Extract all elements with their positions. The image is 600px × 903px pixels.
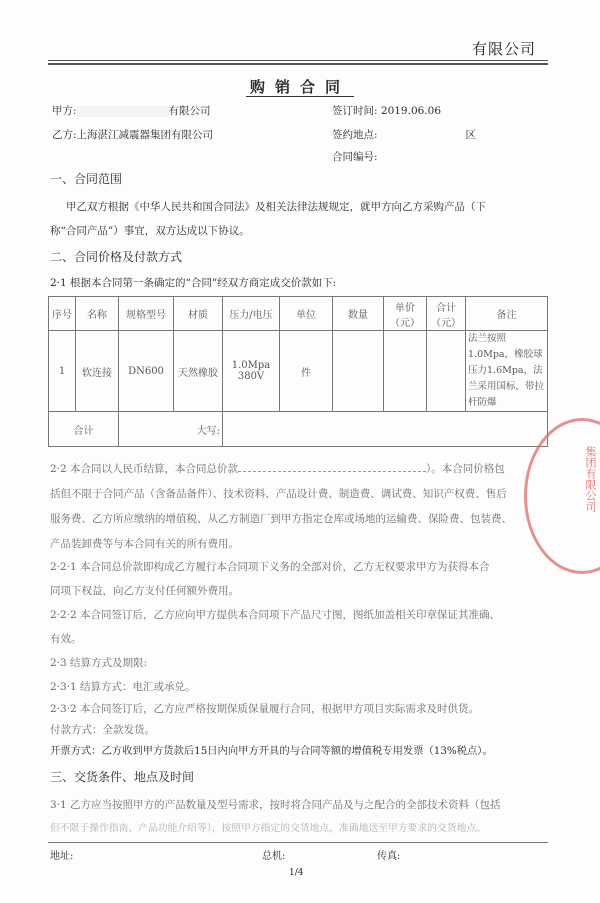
upper-label: 大写:: [119, 412, 223, 447]
cell-qty: [333, 331, 384, 412]
seal-text: 集团有限公司: [584, 446, 597, 512]
page-number: 1/4: [289, 868, 304, 878]
section-1-title: 一、合同范围: [50, 172, 123, 186]
amount-blank: [238, 462, 426, 472]
footer-fax: 传真:: [377, 851, 401, 862]
clause-2-3: 2·3 结算方式及期限:: [50, 657, 148, 669]
clause-3-1-line-1: 3·1 乙方应当按照甲方的产品数量及型号需求，按时将合同产品及与之配合的全部技术资料（包括: [50, 799, 501, 811]
redacted-name: [77, 106, 169, 117]
party-a-label: 甲方:: [52, 105, 77, 117]
clause-2-2-line-2: 括但不限于合同产品（含备品备件）、技术资料、产品设计费、制造费、调试费、知识产权费、售后: [50, 488, 507, 500]
clause-2-2-line-3: 服务费、乙方所应缴纳的增值税、从乙方制造厂到甲方指定仓库或场地的运输费、保险费、包装费、: [50, 513, 512, 525]
th-price: 单价（元）: [384, 297, 427, 331]
invoice-method: 开票方式：乙方收到甲方货款后15日内向甲方开具的与合同等额的增值税专用发票（13%税点）。: [50, 745, 493, 757]
document-title: [0, 76, 600, 97]
upper-value: [223, 412, 548, 447]
sign-time-value: 2019.06.06: [380, 105, 442, 117]
sign-place-value: 区: [465, 129, 477, 141]
clause-2-3-1: 2·3·1 结算方式：电汇或承兑。: [50, 681, 196, 693]
th-no: 序号: [49, 297, 76, 331]
clause-2-2-2-line-2: 有效。: [50, 633, 82, 645]
price-table: [48, 296, 548, 447]
clause-3-1-line-2: 但不限于操作指南、产品功能介绍等），按照甲方指定的交货地点，准确地送至甲方要求的交货地点。: [50, 823, 486, 834]
payment-method: 付款方式：全款发货。: [50, 724, 155, 736]
party-b: [52, 128, 213, 142]
sign-time: [332, 104, 441, 118]
th-total: 合计（元）: [427, 297, 466, 331]
sign-time-label: 签订时间:: [332, 105, 378, 117]
header-company: 有限公司: [471, 40, 536, 58]
th-material: 材质: [174, 297, 223, 331]
footer-address: 地址:: [50, 851, 74, 862]
header-rule-thick: [48, 63, 548, 65]
th-remark: 备注: [466, 297, 548, 331]
clause-2-3-2: 2·3·2 本合同签订后，乙方应严格按期保质保量履行合同，根据甲方项目实际需求及时供货。: [50, 703, 480, 715]
th-qty: 数量: [333, 297, 384, 331]
cell-name: 软连接: [76, 331, 119, 412]
contract-no: [332, 150, 378, 164]
sign-place: [332, 128, 476, 142]
party-a: [52, 104, 211, 118]
cell-price: [384, 331, 427, 412]
table-sum-row: [49, 412, 548, 447]
clause-2-2-b: ）。本合同价格包: [426, 463, 505, 475]
party-b-label: 乙方:: [52, 129, 77, 141]
table-header-row: [49, 297, 548, 331]
party-a-suffix: 有限公司: [168, 105, 211, 117]
clause-2-2-line-1: [50, 462, 505, 476]
section-2-intro: 2·1 根据本合同第一条确定的“合同”经双方商定成交价款如下:: [50, 277, 337, 289]
sign-place-label: 签约地点:: [332, 129, 378, 141]
cell-no: 1: [49, 331, 76, 412]
contract-no-label: 合同编号:: [332, 151, 378, 163]
th-unit: 单位: [280, 297, 333, 331]
section-3-title: 三、交货条件、地点及时间: [50, 770, 195, 784]
footer-total: 总机:: [262, 851, 286, 862]
section-1-line-2: 称“合同产品”）事宜，双方达成以下协议。: [50, 225, 250, 237]
cell-total: [427, 331, 466, 412]
header-rule: [48, 60, 548, 61]
table-row: [49, 331, 548, 412]
clause-2-2-2-line-1: 2·2·2 本合同签订后，乙方应向甲方提供本合同项下产品尺寸图，图纸加盖相关印章保证其准确、: [50, 609, 501, 621]
cell-material: 天然橡胶: [174, 331, 223, 412]
footer-rule: [48, 842, 548, 843]
th-name: 名称: [76, 297, 119, 331]
th-pressure: 压力/电压: [223, 297, 280, 331]
clause-2-2-1-line-1: 2·2·1 本合同总价款即构成乙方履行本合同项下义务的全部对价，乙方无权要求甲方为获得本合: [50, 561, 490, 573]
section-1-line-1: 甲乙双方根据《中华人民共和国合同法》及相关法律法规规定，就甲方向乙方采购产品（下: [66, 201, 486, 213]
th-model: 规格型号: [119, 297, 174, 331]
cell-pressure: 1.0Mpa 380V: [223, 331, 280, 412]
cell-remark: 法兰按照1.0Mpa，橡胶球压力1.6Mpa，法兰采用国标，带拉杆防爆: [466, 331, 548, 412]
clause-2-2-line-4: 产品装卸费等与本合同有关的所有费用。: [50, 538, 239, 550]
party-b-name: 上海湛江减震器集团有限公司: [76, 129, 214, 141]
clause-2-2-a: 2·2 本合同以人民币结算，本合同总价款: [50, 463, 239, 475]
cell-unit: 件: [280, 331, 333, 412]
title-text: 购销合同: [246, 78, 354, 97]
clause-2-2-1-line-2: 同项下权益，向乙方支付任何额外费用。: [50, 585, 239, 597]
sum-label: 合计: [49, 412, 119, 447]
cell-model: DN600: [119, 331, 174, 412]
section-2-title: 二、合同价格及付款方式: [50, 250, 183, 264]
